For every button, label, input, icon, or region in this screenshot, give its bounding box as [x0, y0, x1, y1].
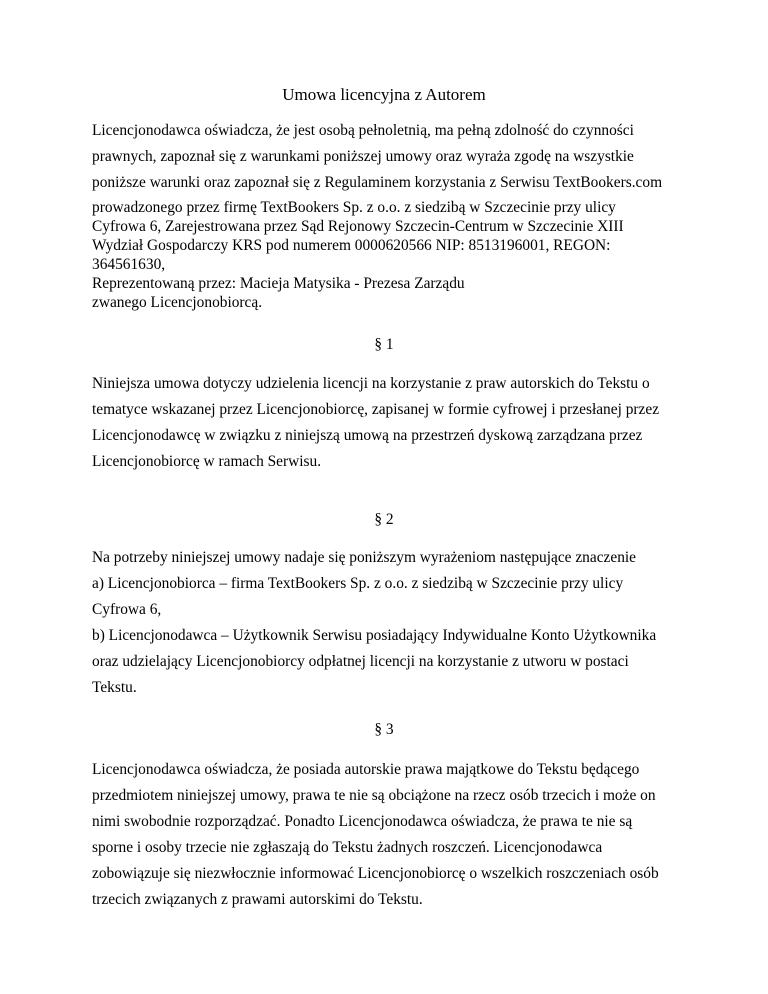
section-line: a) Licencjonobiorca – firma TextBookers Sp. z o.o. z siedzibą w Szczecinie przy ulicy — [92, 575, 624, 592]
section-line: Na potrzeby niniejszej umowy nadaje się poniższym wyrażeniom następujące znaczenie — [92, 549, 637, 566]
intro-line: prowadzonego przez firmę TextBookers Sp. z o.o. z siedzibą w Szczecinie przy ulicy — [92, 199, 616, 216]
intro-line: prawnych, zapoznał się z warunkami poniższej umowy oraz wyraża zgodę na wszystkie — [92, 148, 634, 165]
intro-line: Wydział Gospodarczy KRS pod numerem 0000620566 NIP: 8513196001, REGON: — [92, 237, 611, 254]
intro-paragraph-part-1 — [92, 118, 692, 196]
section-line: sporne i osoby trzecie nie zgłaszają do Tekstu żadnych roszczeń. Licencjonodawca — [92, 839, 603, 856]
section-line: zobowiązuje się niezwłocznie informować Licencjonobiorcę o wszelkich roszczeniach osób — [92, 865, 659, 882]
section-line: Licencjonodawca oświadcza, że posiada autorskie prawa majątkowe do Tekstu będącego — [92, 761, 640, 778]
intro-line: zwanego Licencjonobiorcą. — [92, 294, 263, 311]
intro-line: Cyfrowa 6, Zarejestrowana przez Sąd Rejonowy Szczecin-Centrum w Szczecinie XIII — [92, 218, 624, 235]
intro-line: Reprezentowaną przez: Macieja Matysika - Prezesa Zarządu — [92, 275, 465, 292]
section-line: Tekstu. — [92, 679, 137, 696]
section-line: tematyce wskazanej przez Licencjonobiorcę, zapisanej w formie cyfrowej i przesłanej przez — [92, 401, 660, 418]
section-line: Licencjonobiorcę w ramach Serwisu. — [92, 453, 322, 470]
section-line: Licencjonodawcę w związku z niniejszą umową na przestrzeń dyskową zarządzana przez — [92, 427, 643, 444]
section-line: nimi swobodnie rozporządzać. Ponadto Licencjonodawca oświadcza, że prawa te nie są — [92, 813, 633, 830]
document-title: Umowa licencyjna z Autorem — [282, 85, 486, 104]
section-line: przedmiotem niniejszej umowy, prawa te nie są obciążone na rzecz osób trzecich i może on — [92, 787, 656, 804]
section-2-paragraph — [92, 545, 692, 701]
intro-paragraph-part-2 — [92, 198, 692, 312]
intro-line: 364561630, — [92, 256, 166, 273]
section-1-paragraph — [92, 371, 692, 475]
section-line: b) Licencjonodawca – Użytkownik Serwisu posiadający Indywidualne Konto Użytkownika — [92, 627, 657, 644]
section-2-heading: § 2 — [374, 511, 394, 528]
section-line: Niniejsza umowa dotyczy udzielenia licencji na korzystanie z praw autorskich do Tekstu o — [92, 375, 650, 392]
section-3-heading: § 3 — [374, 721, 394, 738]
section-line: oraz udzielający Licencjonobiorcy odpłatnej licencji na korzystanie z utworu w postaci — [92, 653, 629, 670]
section-3-paragraph — [92, 757, 692, 913]
intro-line: poniższe warunki oraz zapoznał się z Regulaminem korzystania z Serwisu TextBookers.com — [92, 174, 663, 191]
intro-line: Licencjonodawca oświadcza, że jest osobą pełnoletnią, ma pełną zdolność do czynności — [92, 122, 634, 139]
section-1-heading: § 1 — [374, 336, 394, 353]
section-line: trzecich związanych z prawami autorskimi do Tekstu. — [92, 891, 423, 908]
section-line: Cyfrowa 6, — [92, 601, 162, 618]
